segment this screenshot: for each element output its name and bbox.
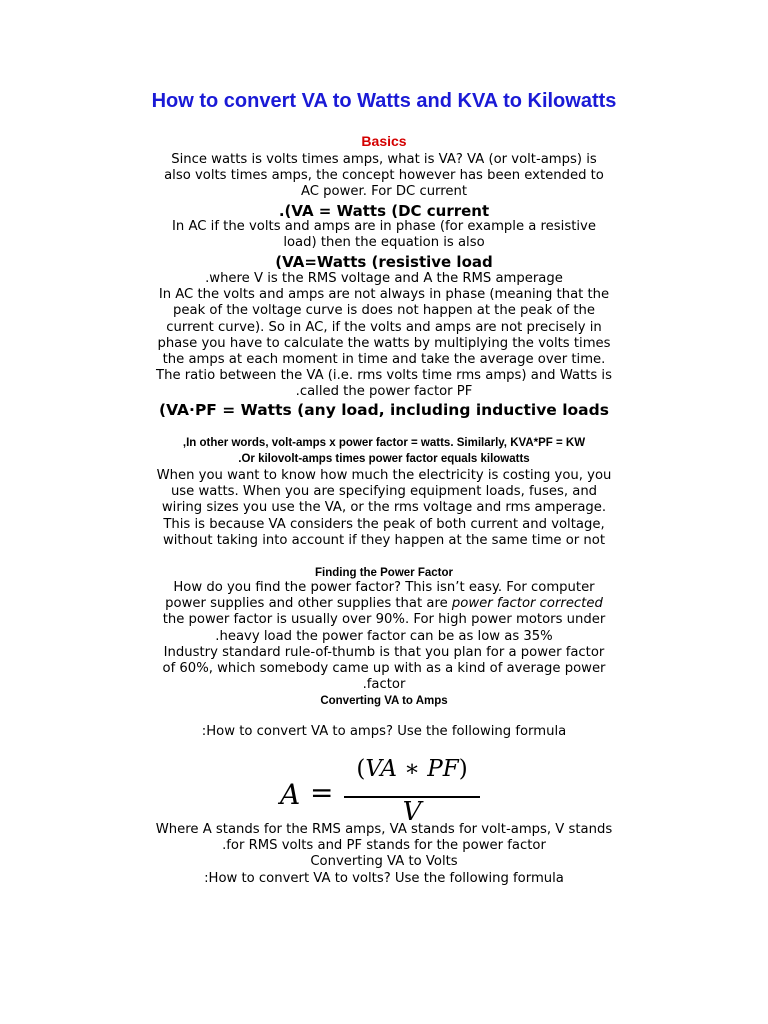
volts-heading: Converting VA to Volts bbox=[310, 854, 458, 869]
power-factor-heading: Finding the Power Factor bbox=[314, 567, 453, 579]
basics-paragraph-3 bbox=[104, 271, 664, 401]
text-line bbox=[104, 596, 664, 612]
text-line: peak of the voltage curve is does not happen at the peak of the bbox=[173, 303, 595, 319]
formula-equals: = bbox=[310, 776, 334, 809]
power-factor-paragraph bbox=[104, 580, 664, 693]
text-line: without taking into account if they happen at the same time or not bbox=[162, 532, 606, 548]
text-line: of 60%, which somebody came up with as a kind of average power bbox=[162, 661, 606, 677]
text-line: .heavy load the power factor can be as low as 35% bbox=[215, 628, 553, 644]
equation-dc: .(VA = Watts (DC current bbox=[278, 202, 490, 220]
va-to-amps-formula bbox=[280, 756, 490, 826]
text-line: The ratio between the VA (i.e. rms volts time rms amps) and Watts is bbox=[156, 368, 612, 384]
text-line: the power factor is usually over 90%. For high power motors under bbox=[162, 612, 606, 628]
text-line: use watts. When you are specifying equipment loads, fuses, and bbox=[170, 484, 598, 500]
basics-heading: Basics bbox=[361, 133, 407, 149]
volts-intro: :How to convert VA to volts? Use the following formula bbox=[204, 871, 564, 886]
formula-operator: ∗ bbox=[396, 756, 428, 782]
text-line: Where A stands for the RMS amps, VA stands for volt-amps, V stands bbox=[155, 822, 613, 837]
text-line: load) then the equation is also bbox=[283, 235, 485, 251]
basics-paragraph-2 bbox=[104, 219, 664, 251]
text-line: AC power. For DC current bbox=[300, 184, 468, 200]
equation-resistive: (VA=Watts (resistive load bbox=[275, 253, 493, 271]
text-line: .factor bbox=[362, 677, 406, 693]
formula-paren-close: ) bbox=[458, 756, 468, 782]
page-title: How to convert VA to Watts and KVA to Kilowatts bbox=[151, 90, 617, 112]
bold-note-kilowatts: .Or kilovolt-amps times power factor equals kilowatts bbox=[238, 453, 530, 465]
bold-note-kva: ,In other words, volt-amps x power factor = watts. Similarly, KVA*PF = KW bbox=[182, 437, 586, 449]
formula-paren-open: ( bbox=[356, 756, 366, 782]
text-line: This is because VA considers the peak of both current and voltage, bbox=[163, 516, 605, 532]
formula-lhs: A bbox=[280, 778, 301, 811]
formula-numerator bbox=[344, 756, 480, 782]
text-line: Industry standard rule-of-thumb is that you plan for a power factor bbox=[163, 644, 605, 660]
amps-heading: Converting VA to Amps bbox=[320, 695, 448, 707]
text-line: wiring sizes you use the VA, or the rms voltage and rms amperage. bbox=[161, 500, 607, 516]
italic-phrase: power factor corrected bbox=[451, 596, 603, 612]
equation-any-load: (VA·PF = Watts (any load, including inductive loads bbox=[159, 401, 609, 419]
text-line: current curve). So in AC, if the volts and amps are not precisely in bbox=[166, 319, 602, 335]
text-line: When you want to know how much the electricity is costing you, you bbox=[156, 468, 612, 483]
text-line: In AC if the volts and amps are in phase (for example a resistive bbox=[172, 219, 596, 234]
text-segment: power supplies and other supplies that are bbox=[165, 596, 452, 612]
amps-explanation bbox=[104, 822, 664, 854]
formula-va: VA bbox=[365, 756, 397, 782]
text-line: How do you find the power factor? This isn’t easy. For computer bbox=[173, 580, 595, 595]
text-line: In AC the volts and amps are not always in phase (meaning that the bbox=[158, 287, 610, 303]
amps-intro: :How to convert VA to amps? Use the following formula bbox=[201, 724, 567, 739]
text-line: the amps at each moment in time and take the average over time. bbox=[162, 352, 606, 368]
formula-pf: PF bbox=[427, 756, 459, 782]
text-line: phase you have to calculate the watts by multiplying the volts times bbox=[157, 335, 611, 351]
basics-paragraph-4 bbox=[104, 468, 664, 549]
text-line: .for RMS volts and PF stands for the power factor bbox=[222, 838, 546, 854]
text-line: .where V is the RMS voltage and A the RMS amperage bbox=[205, 271, 563, 286]
text-line: also volts times amps, the concept however has been extended to bbox=[164, 168, 604, 184]
formula-denominator: V bbox=[402, 797, 422, 827]
text-line: Since watts is volts times amps, what is VA? VA (or volt-amps) is bbox=[171, 152, 597, 167]
text-line: .called the power factor PF bbox=[295, 384, 473, 400]
basics-paragraph-1 bbox=[104, 152, 664, 201]
